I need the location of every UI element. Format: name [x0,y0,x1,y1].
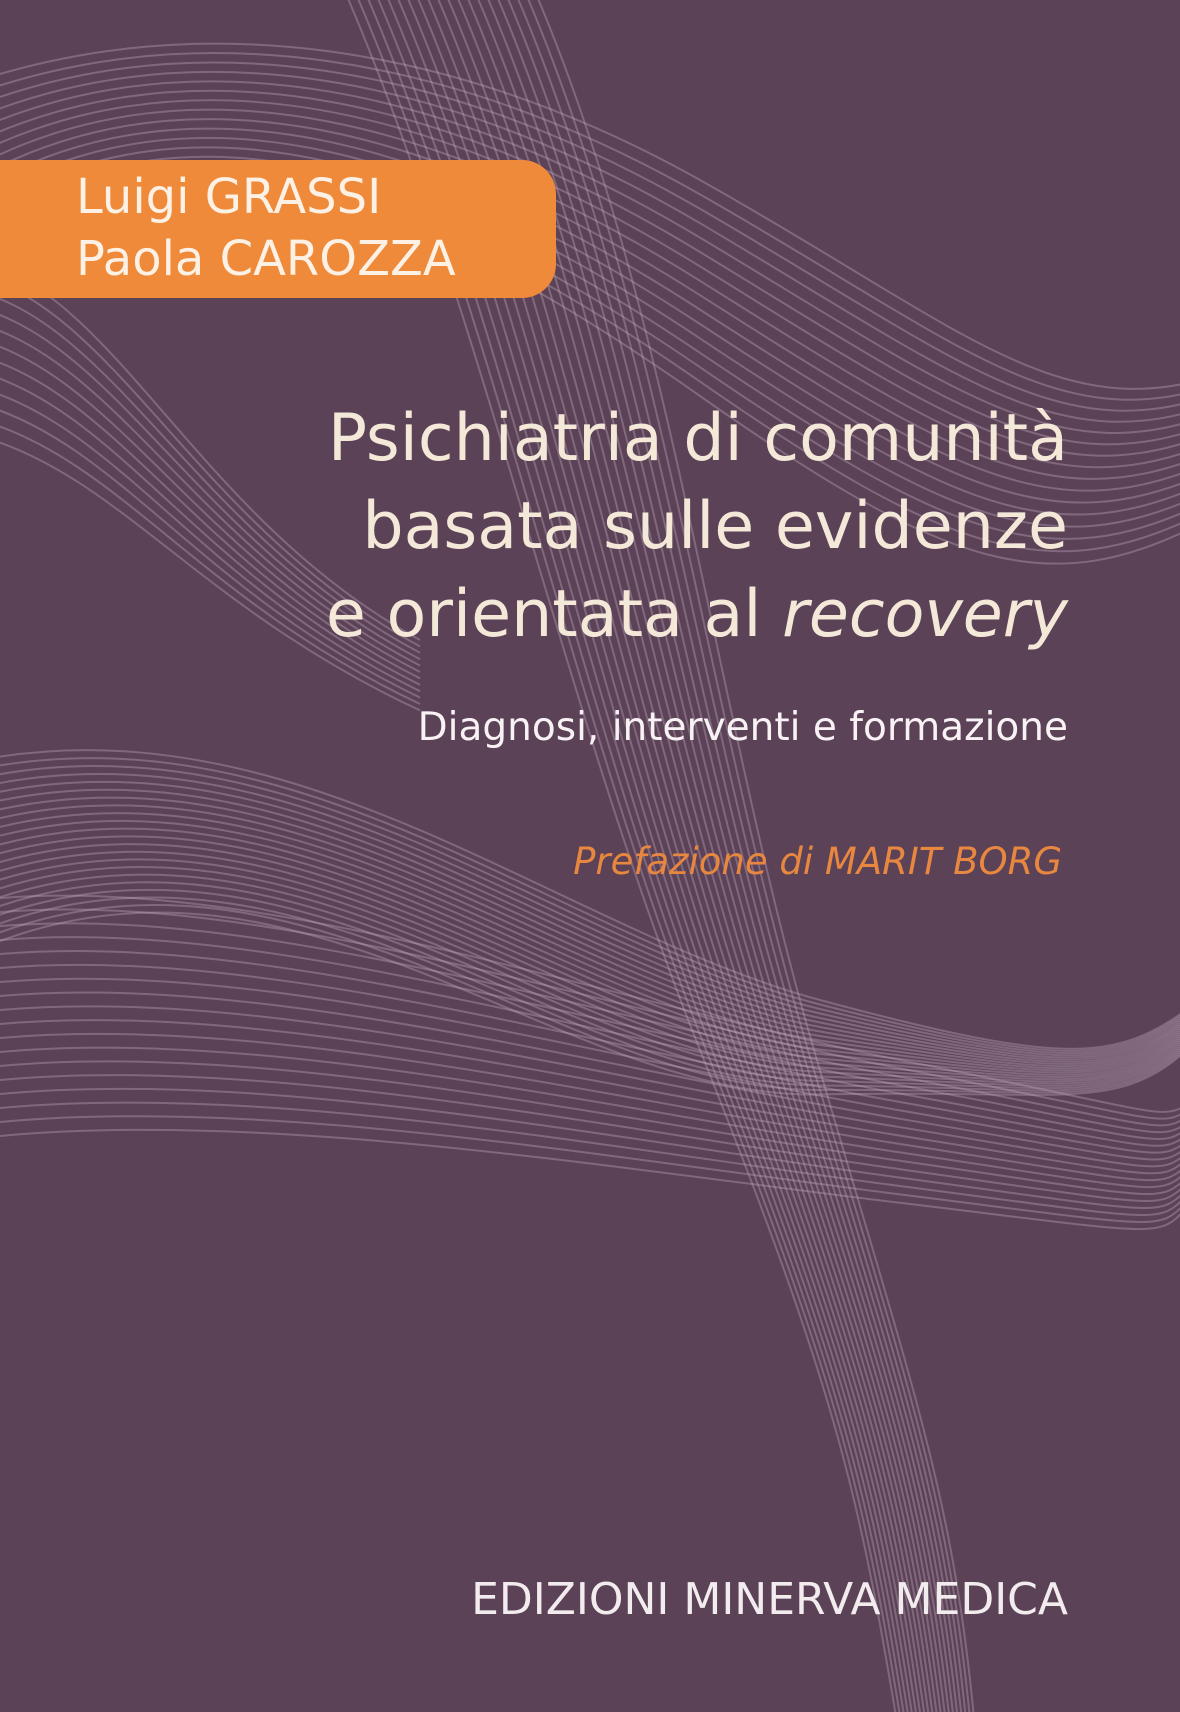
author-tab [0,160,556,298]
publisher-name: EDIZIONI MINERVA MEDICA [471,1574,1068,1625]
title-line: Psichiatria di comunità [327,401,1068,476]
book-title [326,395,1068,659]
title-line: basata sulle evidenze [362,489,1068,564]
title-line [326,571,1068,659]
book-subtitle: Diagnosi, interventi e formazione [417,705,1068,750]
title-line-prefix: e orientata al [325,577,762,652]
title-italic-word: recovery [782,577,1068,652]
preface-credit: Prefazione di MARIT BORG [573,840,1062,883]
author-name: Paola CAROZZA [76,231,456,287]
author-name: Luigi GRASSI [76,169,382,225]
